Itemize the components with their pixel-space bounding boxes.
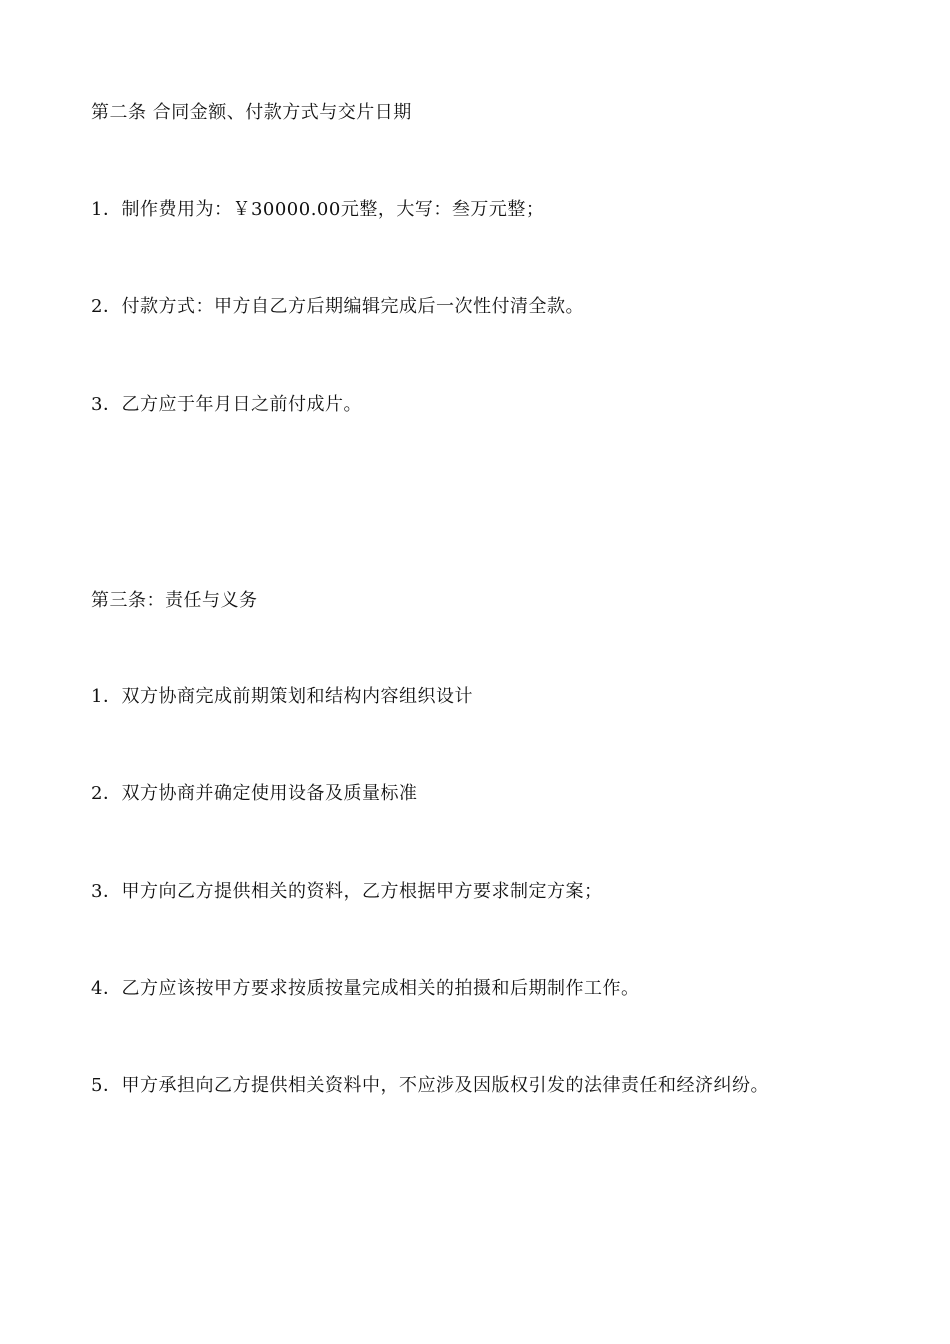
section-2-item-3: 3．乙方应于年月日之前付成片。 bbox=[91, 394, 362, 415]
section-3-item-2: 2．双方协商并确定使用设备及质量标准 bbox=[91, 783, 418, 804]
section-3-item-3: 3．甲方向乙方提供相关的资料，乙方根据甲方要求制定方案； bbox=[91, 881, 603, 902]
section-2-item-1: 1．制作费用为：￥30000.00元整，大写：叁万元整； bbox=[91, 199, 545, 220]
section-3-heading: 第三条：责任与义务 bbox=[91, 590, 258, 611]
section-3-item-5: 5．甲方承担向乙方提供相关资料中，不应涉及因版权引发的法律责任和经济纠纷。 bbox=[91, 1075, 769, 1096]
section-3-item-4: 4．乙方应该按甲方要求按质按量完成相关的拍摄和后期制作工作。 bbox=[91, 978, 640, 999]
section-2-item-2: 2．付款方式：甲方自乙方后期编辑完成后一次性付清全款。 bbox=[91, 296, 584, 317]
section-3-item-1: 1．双方协商完成前期策划和结构内容组织设计 bbox=[91, 686, 473, 707]
section-2-heading: 第二条 合同金额、付款方式与交片日期 bbox=[91, 102, 412, 123]
